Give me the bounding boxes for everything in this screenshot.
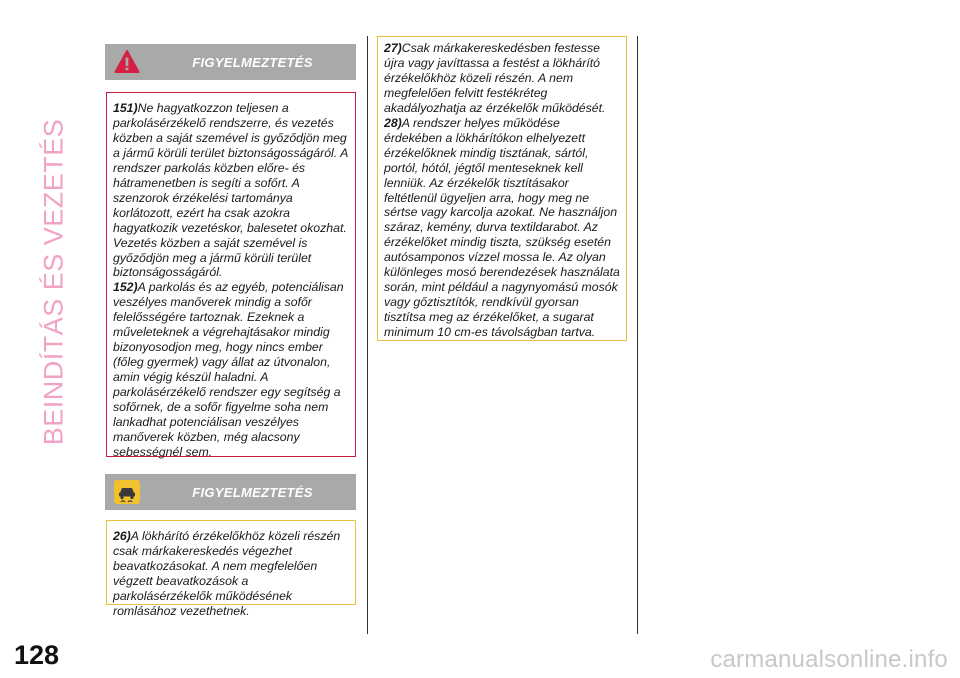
caution-box [106,520,356,618]
warning-triangle-icon [105,44,149,80]
note-text: A rendszer helyes működése érdekében a lökhárítókon elhelyezett érzékelőknek mindig tisztának, sártól, portól, hótól, jégtől menteseknek kell lenniük. Az érzékelők tisztításakor feltétlenül ügyeljen arra, hogy meg ne sértse vagy karcolja azokat. Ne használjon száraz, kemény, durva textildarabot. Az érzékelőket mindig tiszta, szükség esetén autósamponos vízzel mossa le. Az olyan különleges mosó berendezések használata során, mint például a nagynyomású mosók vagy gőztisztítók, rendkívül gyorsan tisztítsa meg az érzékelőket, a sugarat minimum 10 cm-es távolságban tartva. [384,115,620,340]
watermark: carmanualsonline.info [710,646,948,673]
note-number: 26) [113,529,131,543]
caution-title: FIGYELMEZTETÉS [192,484,313,500]
note-text: A lökhárító érzékelőkhöz közeli részén csak márkakereskedés végezhet beavatkozásokat. A nem megfelelően végzett beavatkozások a parkolásérzékelők működésének romlásához vezethetnek. [113,529,341,618]
caution-continuation-box [377,36,627,341]
note-number: 151) [113,101,138,115]
page-number: 128 [14,640,60,670]
note-text: Ne hagyatkozzon teljesen a parkolásérzékelő rendszerre, és vezetés közben a saját szemével is győződjön meg a jármű körüli terület biztonságosságáról. A rendszer parkolás közben előre- és hátramenetben is segíti a sofőrt. A szenzorok érzékelési tartománya korlátozott, ezért ha csak azokra hagyatkozik vezetéskor, balesetet okozhat. Vezetés közben a saját szemével is győződjön meg a jármű körüli terület biztonságosságáról. [113,101,348,280]
caution-banner [105,474,356,510]
note-text: Csak márkakereskedésben festesse újra vagy javíttassa a festést a lökhárító érzékelőkhöz közeli részén. A nem megfelelően felvitt festékréteg akadályozhatja az érzékelők működését. [384,41,606,115]
caution-paragraph [384,116,620,340]
column-divider [367,36,368,634]
caution-paragraph [113,529,349,619]
note-text: A parkolás és az egyéb, potenciálisan veszélyes manőverek mindig a sofőr felelősségére tartoznak. Ezeknek a műveleteknek a végrehajtásakor mindig bizonyosodjon meg, hogy nincs ember (főleg gyermek) vagy állat az útvonalon, amin végig készül haladni. A parkolásérzékelő rendszer egy segítség a sofőrnek, de a sofőr figyelme soha nem lankadhat potenciálisan veszélyes manőverek közben, még alacsony sebességnél sem. [113,280,344,459]
note-number: 28) [384,115,402,130]
warning-paragraph [113,101,349,280]
caution-paragraph [384,41,620,116]
column-divider [637,36,638,634]
warning-title: FIGYELMEZTETÉS [192,54,313,70]
warning-paragraph [113,280,349,459]
warning-box [106,92,356,457]
skidding-car-icon [105,474,149,510]
warning-banner [105,44,356,80]
note-number: 27) [384,41,402,55]
note-number: 152) [113,280,138,295]
section-title: BEINDÍTÁS ÉS VEZETÉS [38,118,69,446]
